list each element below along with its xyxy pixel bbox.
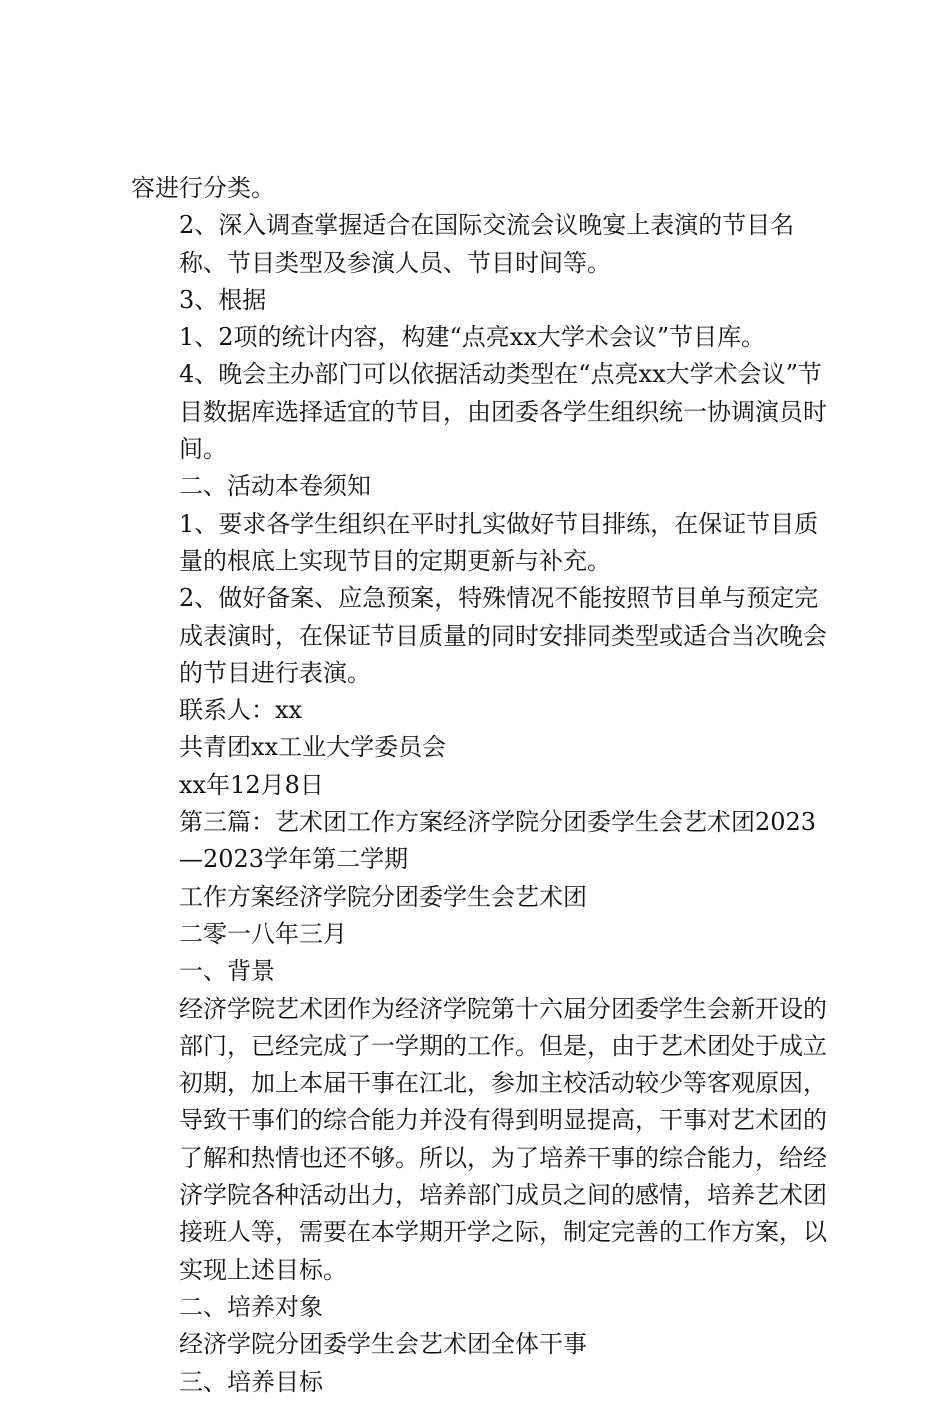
article-title: 第三篇：艺术团工作方案经济学院分团委学生会艺术团2023—2023学年第二学期 <box>179 808 817 874</box>
date-line: xx年12月8日 <box>179 770 324 799</box>
paragraph: 经济学院艺术团作为经济学院第十六届分团委学生会新开设的部门，已经完成了一学期的工作。但是，由于艺术团处于成立初期，加上本届干事在江北，参加主校活动较少等客观原因，导致干事们的综合能力并没有得到明显提高，干事对艺术团的了解和热情也还不够。所以，为了培养干事的综合能力，给经济学院各种活动出力，培养部门成员之间的感情，培养艺术团接班人等，需要在本学期开学之际，制定完善的工作方案，以实现上述目标。 <box>179 994 827 1284</box>
section-heading: 二、培养对象 <box>179 1292 323 1321</box>
organization-line: 共青团xx工业大学委员会 <box>179 733 447 762</box>
paragraph: 经济学院分团委学生会艺术团全体干事 <box>179 1330 587 1359</box>
article-date: 二零一八年三月 <box>179 919 347 948</box>
section-heading: 一、背景 <box>179 957 275 986</box>
paragraph: 容进行分类。 <box>131 174 275 202</box>
paragraph: 2、深入调查掌握适合在国际交流会议晚宴上表演的节目名称、节目类型及参演人员、节目时间等。 <box>179 211 795 277</box>
paragraph: 4、晚会主办部门可以依据活动类型在“点亮xx大学术会议”节目数据库选择适宜的节目，由团委各学生组织统一协调演员时间。 <box>179 360 827 464</box>
article-subtitle: 工作方案经济学院分团委学生会艺术团 <box>179 882 587 911</box>
section-heading: 二、活动本卷须知 <box>179 472 371 501</box>
paragraph: 1、2项的统计内容，构建“点亮xx大学术会议”节目库。 <box>179 323 766 352</box>
paragraph: 1、要求各学生组织在平时扎实做好节目排练，在保证节目质量的根底上实现节目的定期更新与补充。 <box>179 509 819 575</box>
document-page <box>131 170 831 1401</box>
paragraph: 2、做好备案、应急预案，特殊情况不能按照节目单与预定完成表演时，在保证节目质量的同时安排同类型或适合当次晚会的节目进行表演。 <box>179 584 827 687</box>
contact-line: 联系人：xx <box>179 696 303 725</box>
paragraph: 3、根据 <box>179 285 267 314</box>
section-heading: 三、培养目标 <box>179 1367 323 1396</box>
